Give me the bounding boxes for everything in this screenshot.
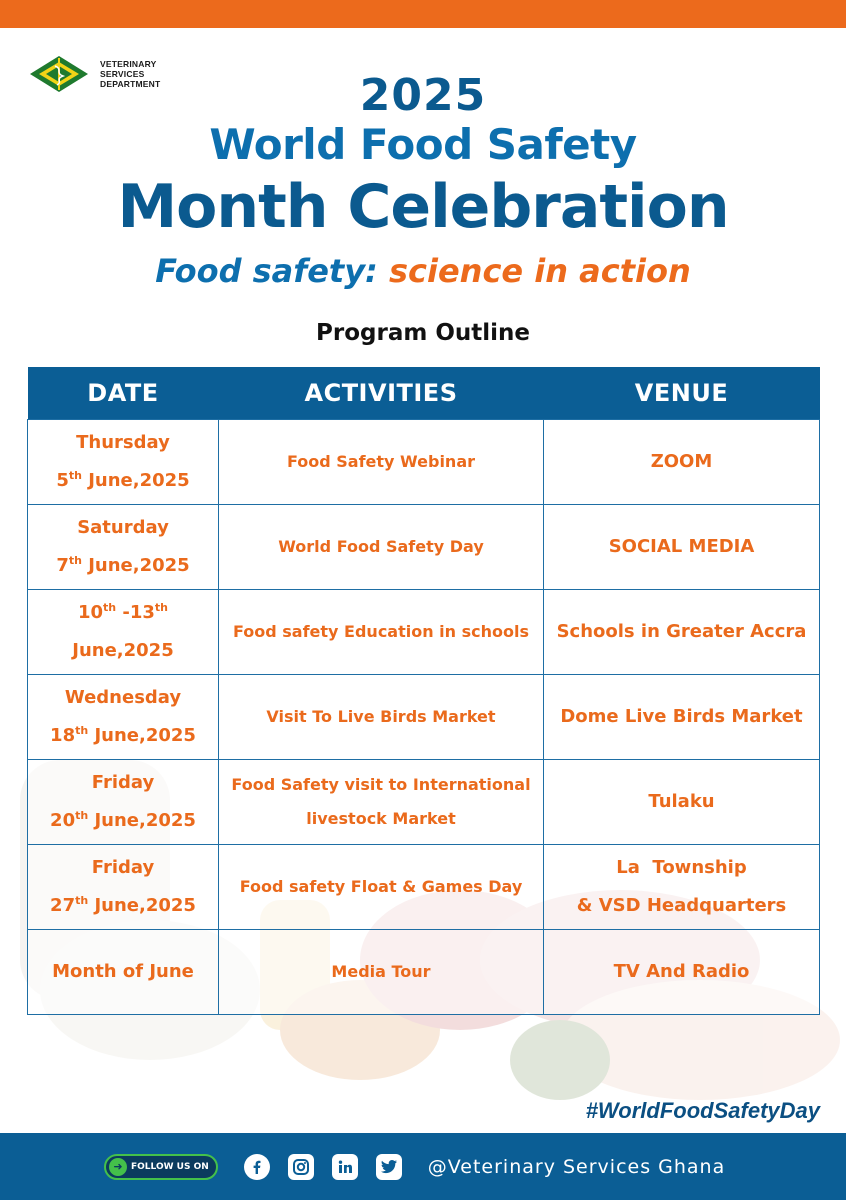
activity-cell (219, 589, 544, 674)
date-suffix: th (68, 468, 82, 482)
activity-text: Food safety Education in schools (232, 621, 530, 641)
facebook-icon[interactable] (244, 1154, 270, 1180)
twitter-icon[interactable] (376, 1154, 402, 1180)
column-header-activities: ACTIVITIES (219, 367, 544, 419)
date-suffix: th (68, 553, 82, 567)
venue-text: TV And Radio (613, 960, 750, 982)
instagram-icon[interactable] (288, 1154, 314, 1180)
date-suffix: th (75, 723, 89, 737)
activity-text: Media Tour (331, 961, 431, 981)
activity-cell (219, 419, 544, 504)
activity-cell (219, 844, 544, 929)
date-full (34, 887, 212, 925)
date-suffix: th (75, 808, 89, 822)
date-suffix: th (103, 600, 117, 614)
date-range (34, 594, 212, 632)
date-month: Month of June (52, 960, 194, 982)
follow-us-label: FOLLOW US ON (131, 1161, 209, 1172)
arrow-right-icon: ➜ (109, 1158, 127, 1176)
column-header-venue: VENUE (544, 367, 820, 419)
table-row (28, 844, 820, 929)
date-weekday: Wednesday (64, 686, 182, 708)
linkedin-icon[interactable] (332, 1154, 358, 1180)
venue-cell (544, 844, 820, 929)
date-cell (28, 674, 219, 759)
venue-cell (544, 674, 820, 759)
logo-text-line: DEPARTMENT (100, 79, 161, 89)
venue-cell (544, 589, 820, 674)
date-cell (28, 504, 219, 589)
date-full (34, 547, 212, 585)
footer-bar (0, 1133, 846, 1200)
activity-cell (219, 674, 544, 759)
table-row (28, 504, 820, 589)
table-row (28, 929, 820, 1014)
date-weekday: Friday (91, 771, 155, 793)
venue-cell (544, 419, 820, 504)
date-cell (28, 929, 219, 1014)
logo-text-line: VETERINARY (100, 59, 157, 69)
date-month-year: June,2025 (88, 894, 196, 916)
title-month-celebration: Month Celebration (117, 172, 729, 242)
table-row (28, 419, 820, 504)
tagline-part2: science in action (388, 252, 691, 290)
title-world-food-safety: World Food Safety (209, 120, 637, 169)
date-month-year: June,2025 (72, 639, 174, 661)
date-weekday: Saturday (77, 516, 169, 538)
logo-text-line: SERVICES (100, 69, 145, 79)
event-hashtag: #WorldFoodSafetyDay (585, 1098, 820, 1123)
program-outline-heading: Program Outline (316, 320, 530, 346)
column-header-date: DATE (28, 367, 219, 419)
program-table (27, 367, 820, 1015)
activity-text: World Food Safety Day (278, 536, 484, 556)
activity-cell (219, 929, 544, 1014)
date-day: 18 (50, 724, 76, 746)
activity-cell (219, 504, 544, 589)
date-cell (28, 844, 219, 929)
venue-text: Dome Live Birds Market (560, 705, 803, 727)
theme-tagline (0, 252, 846, 290)
activity-text: Food safety Float & Games Day (239, 876, 523, 896)
venue-text: Tulaku (648, 790, 715, 812)
activity-text: Food Safety Webinar (286, 451, 475, 471)
date-month-year: June,2025 (88, 809, 196, 831)
venue-cell (544, 504, 820, 589)
date-cell (28, 759, 219, 844)
table-row (28, 674, 820, 759)
social-links (244, 1154, 420, 1180)
date-month-year: June,2025 (81, 554, 190, 576)
activity-text: Visit To Live Birds Market (266, 706, 496, 726)
date-full (34, 462, 212, 500)
date-month-year: June,2025 (88, 724, 196, 746)
date-range-start: 10 (77, 601, 104, 623)
date-suffix: th (75, 893, 89, 907)
activity-text: livestock Market (306, 808, 456, 828)
table-header-row (28, 367, 820, 419)
date-day: 20 (50, 809, 76, 831)
date-day: 27 (50, 894, 76, 916)
date-cell (28, 419, 219, 504)
venue-cell (544, 929, 820, 1014)
date-day: 7 (56, 554, 69, 576)
date-range-end: -13 (116, 601, 155, 623)
activity-text: Food Safety visit to International (231, 774, 531, 794)
venue-text: & VSD Headquarters (576, 894, 787, 916)
tagline-part1: Food safety: (155, 252, 389, 290)
table-row (28, 589, 820, 674)
date-full (34, 802, 212, 840)
date-weekday: Thursday (76, 431, 170, 453)
title-year: 2025 (359, 70, 487, 121)
table-row (28, 759, 820, 844)
venue-text: SOCIAL MEDIA (608, 535, 755, 557)
venue-text: ZOOM (650, 450, 713, 472)
top-accent-bar (0, 0, 846, 28)
date-day: 5 (56, 469, 69, 491)
date-full (34, 717, 212, 755)
date-cell (28, 589, 219, 674)
venue-text: Schools in Greater Accra (556, 620, 807, 642)
date-suffix: th (154, 600, 169, 614)
follow-us-badge (104, 1154, 218, 1180)
venue-cell (544, 759, 820, 844)
date-month-year: June,2025 (81, 469, 190, 491)
social-handle[interactable]: @Veterinary Services Ghana (427, 1155, 726, 1178)
date-weekday: Friday (91, 856, 155, 878)
venue-text: La Township (616, 856, 747, 878)
activity-cell (219, 759, 544, 844)
